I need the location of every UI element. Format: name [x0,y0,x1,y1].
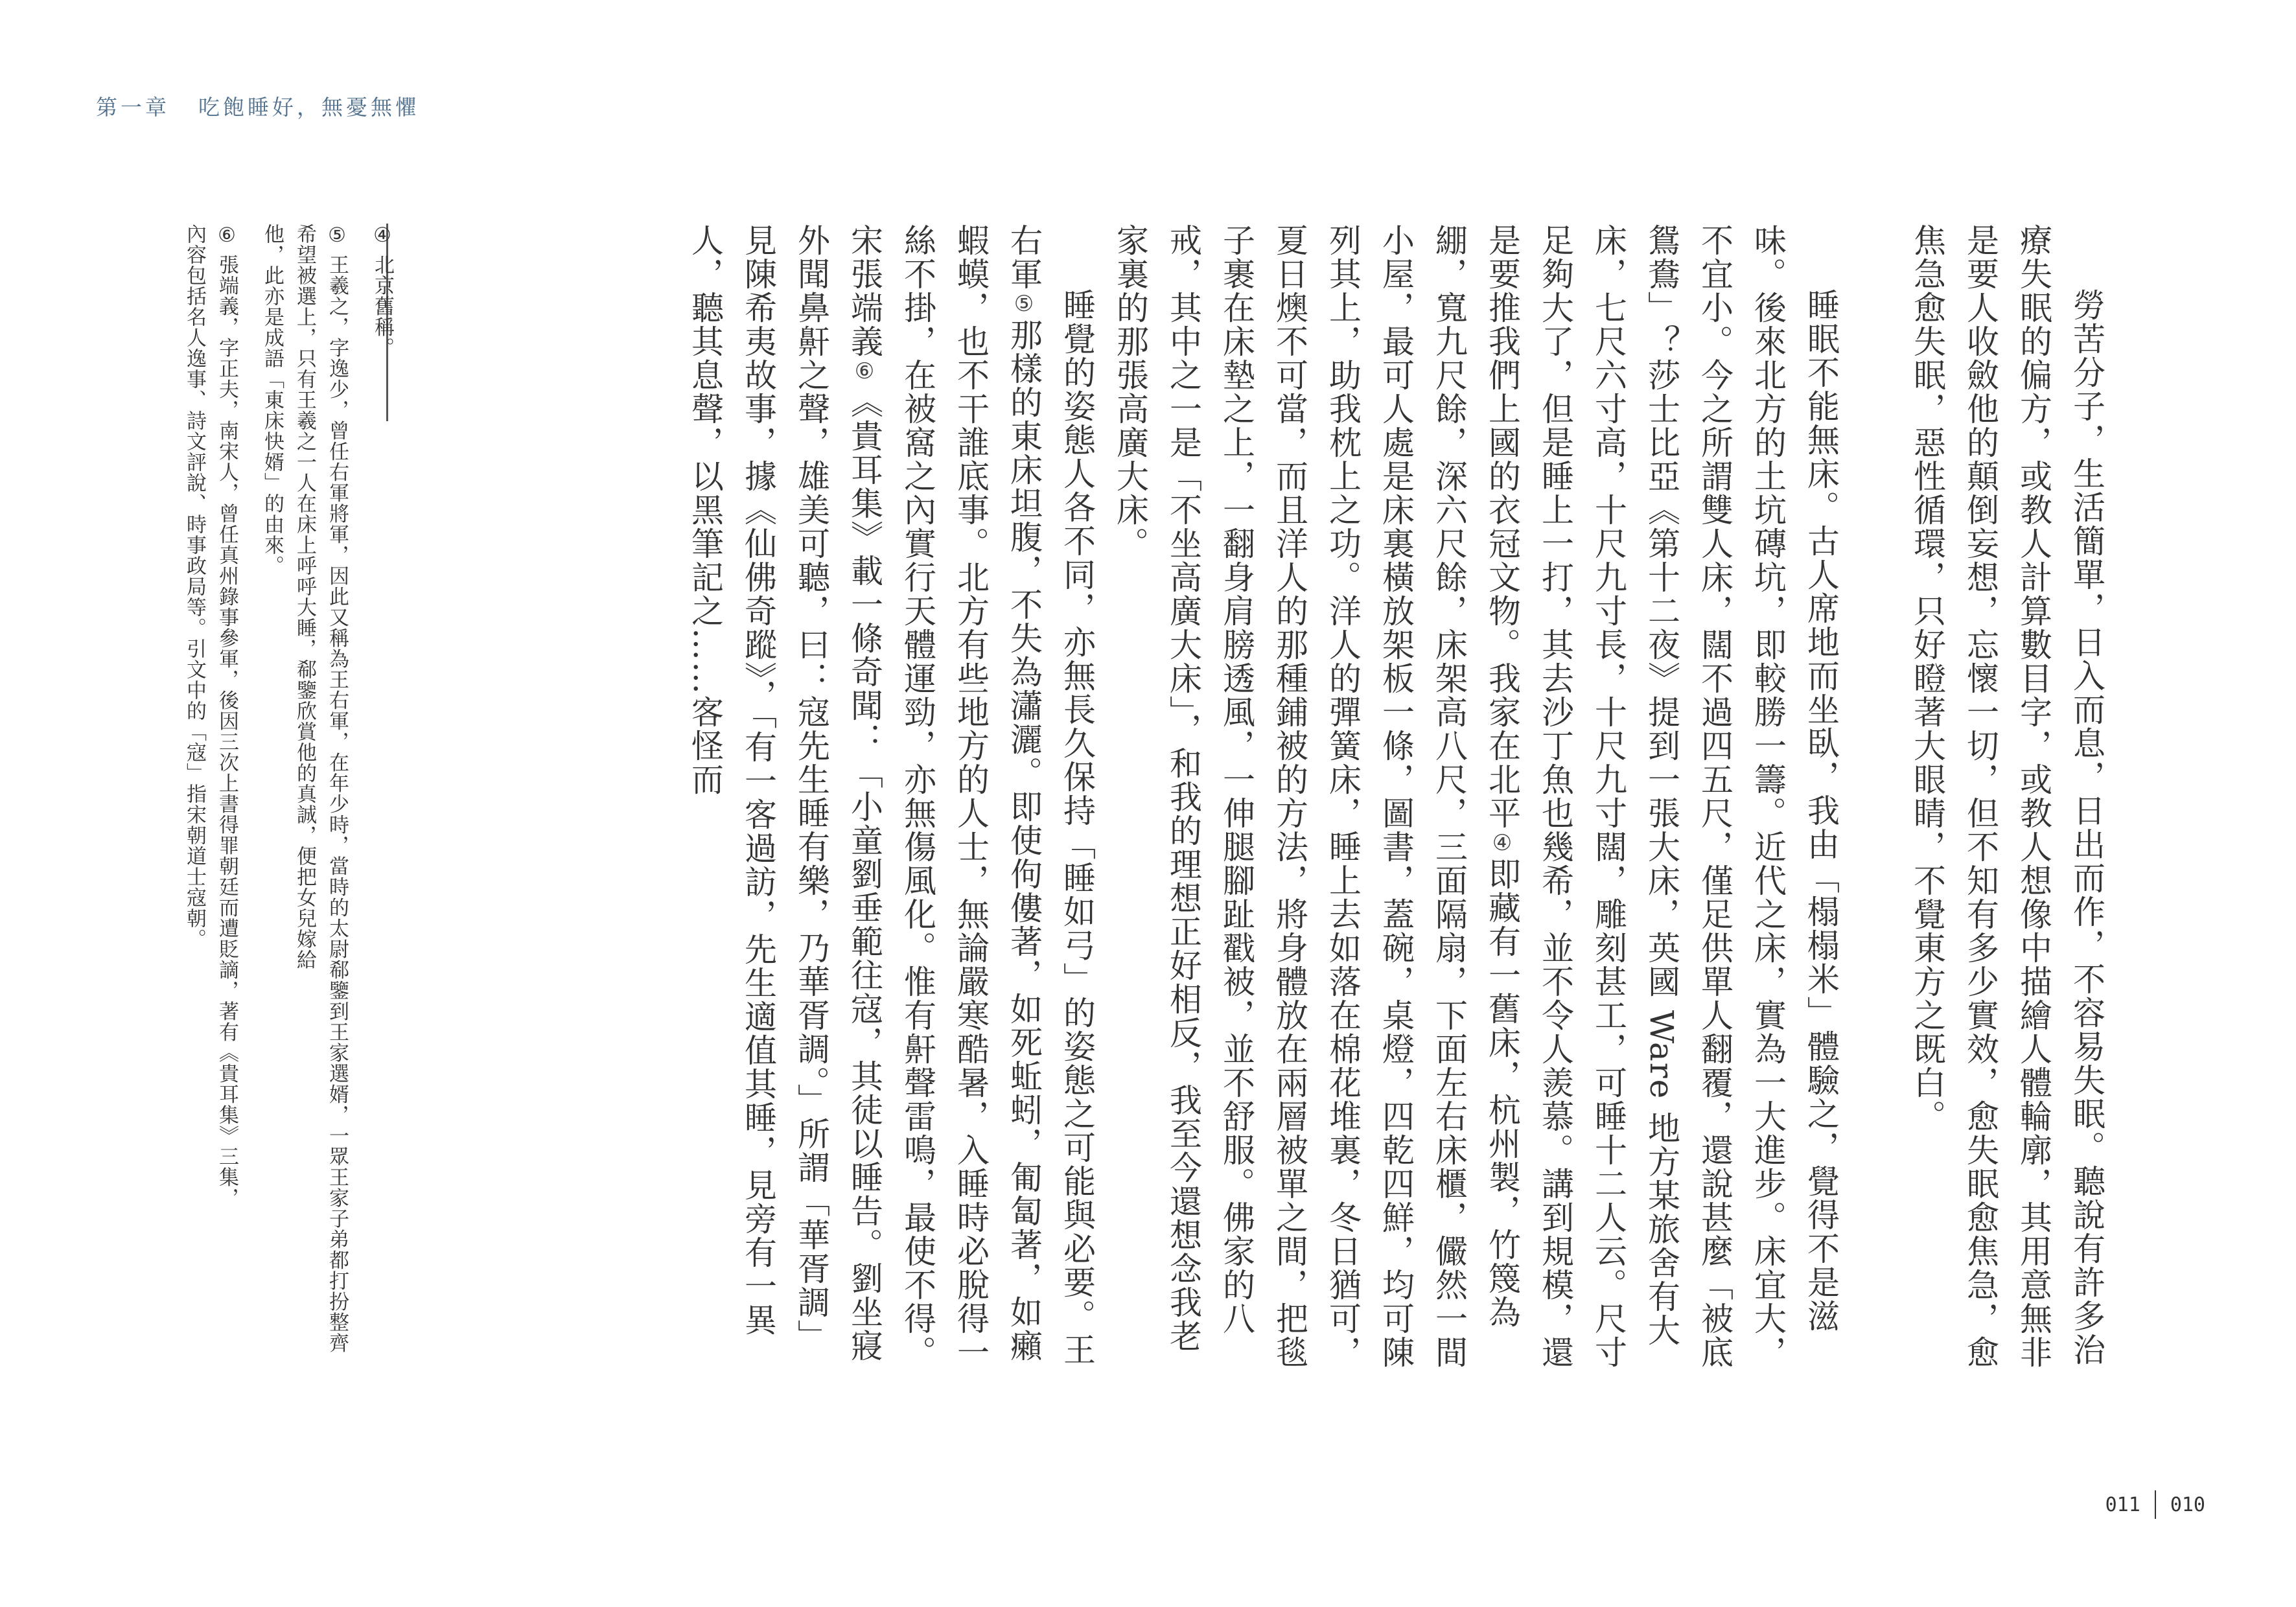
paragraph: 睡眠不能無床。古人席地而坐臥，我由「榻榻米」體驗之，覺得不是滋味。後來北方的土坑磚坑，即較勝一籌。近代之床，實為一大進步。床宜大，不宜小。今之所謂雙人床，闊不過四五尺，僅足供單人翻覆，還說甚麼「被底鴛鴦」？莎士比亞《第十二夜》提到一張大床，英國 Ware 地方某旅舍有大床，七尺六寸高，十尺九寸長，十尺九寸闊，雕刻甚工，可睡十二人云。尺寸足夠大了，但是睡上一打，其去沙丁魚也幾希，並不令人羨慕。講到規模，還是要推我們上國的衣冠文物。我家在北平④即藏有一舊床，杭州製，竹篾為綳，寬九尺餘，深六尺餘，床架高八尺，三面隔扇，下面左右床櫃，儼然一間小屋，最可人處是床裏橫放架板一條，圖書，蓋碗，桌燈，四乾四鮮，均可陳列其上，助我枕上之功。洋人的彈簧床，睡上去如落在棉花堆裏，冬日猶可，夏日燠不可當，而且洋人的那種鋪被的方法，將身體放在兩層被單之間，把毯子裹在床墊之上，一翻身肩膀透風，一伸腿腳趾戳被，並不舒服。佛家的八戒，其中之一是「不坐高廣大床」，和我的理想正好相反，我至今還想念我老家裏的那張高廣大床。 [1111,224,1840,1369]
footnotes [178,224,399,1358]
footnote-marker: ⑥ [852,358,877,386]
paragraph: 勞苦分子，生活簡單，日入而息，日出而作，不容易失眠。聽說有許多治療失眠的偏方，或教人計算數目字，或教人想像中描繪人體輪廓，其用意無非是要人收斂他的顛倒妄想，忘懷一切，但不知有多少實效，愈失眠愈焦急，愈焦急愈失眠，惡性循環，只好瞪著大眼睛，不覺東方之既白。 [1908,224,2105,1369]
page-number-right: 010 [2170,1493,2205,1516]
body-text [678,224,2166,1377]
footnote-marker: ④ [1489,830,1515,857]
chapter-number: 第一章 [96,95,170,120]
footnote-marker: ⑤ [1011,291,1037,318]
chapter-title: 吃飽睡好，無憂無懼 [198,95,420,120]
footnote: ⑥ 張端義，字正夫，南宋人，曾任真州錄事參軍，後因三次上書得罪朝廷而遭貶謫，著有《貴耳集》三集， [215,224,238,1208]
footnote: ⑤ 王羲之，字逸少，曾任右軍將軍，因此又稱為王右軍，在年少時，當時的太尉郗鑒到王家選婿，一眾王家子弟都打扮整齊希望被選上，只有王羲之一人在床上呼呼大睡，郗鑒欣賞他的真誠，便把女兒嫁給 [293,224,349,1354]
footnote: ④ 北京舊稱。 [371,224,394,358]
running-head [96,91,420,121]
footnote-continued: 他，此亦是成語「東床快婿」的由來。 [261,224,284,576]
footnote-continued: 內容包括名人逸事、詩文評說、時事政局等。引文中的「寇」指宋朝道士寇朝。 [183,224,206,949]
page-number-left: 011 [2105,1493,2140,1516]
folio-divider [2155,1490,2156,1519]
page-numbers [2105,1490,2205,1519]
paragraph: 睡覺的姿態人各不同，亦無長久保持「睡如弓」的姿態之可能與必要。王右軍⑤那樣的東床坦腹，不失為瀟灑。即使佝僂著，如死蚯蚓，匍匐著，如癩蝦蟆，也不干誰底事。北方有些地方的人士，無論嚴寒酷暑，入睡時必脫得一絲不掛，在被窩之內實行天體運勁，亦無傷風化。惟有鼾聲雷鳴，最使不得。宋張端義⑥《貴耳集》載一條奇聞：「小童劉垂範往寇，其徒以睡告。劉坐寢外聞鼻鼾之聲，雄美可聽，曰：寇先生睡有樂，乃華胥調。」所謂「華胥調」見陳希夷故事，據《仙佛奇蹤》，「有一客過訪，先生適值其睡，見旁有一異人，聽其息聲，以黑筆記之……客怪而 [686,224,1096,1369]
